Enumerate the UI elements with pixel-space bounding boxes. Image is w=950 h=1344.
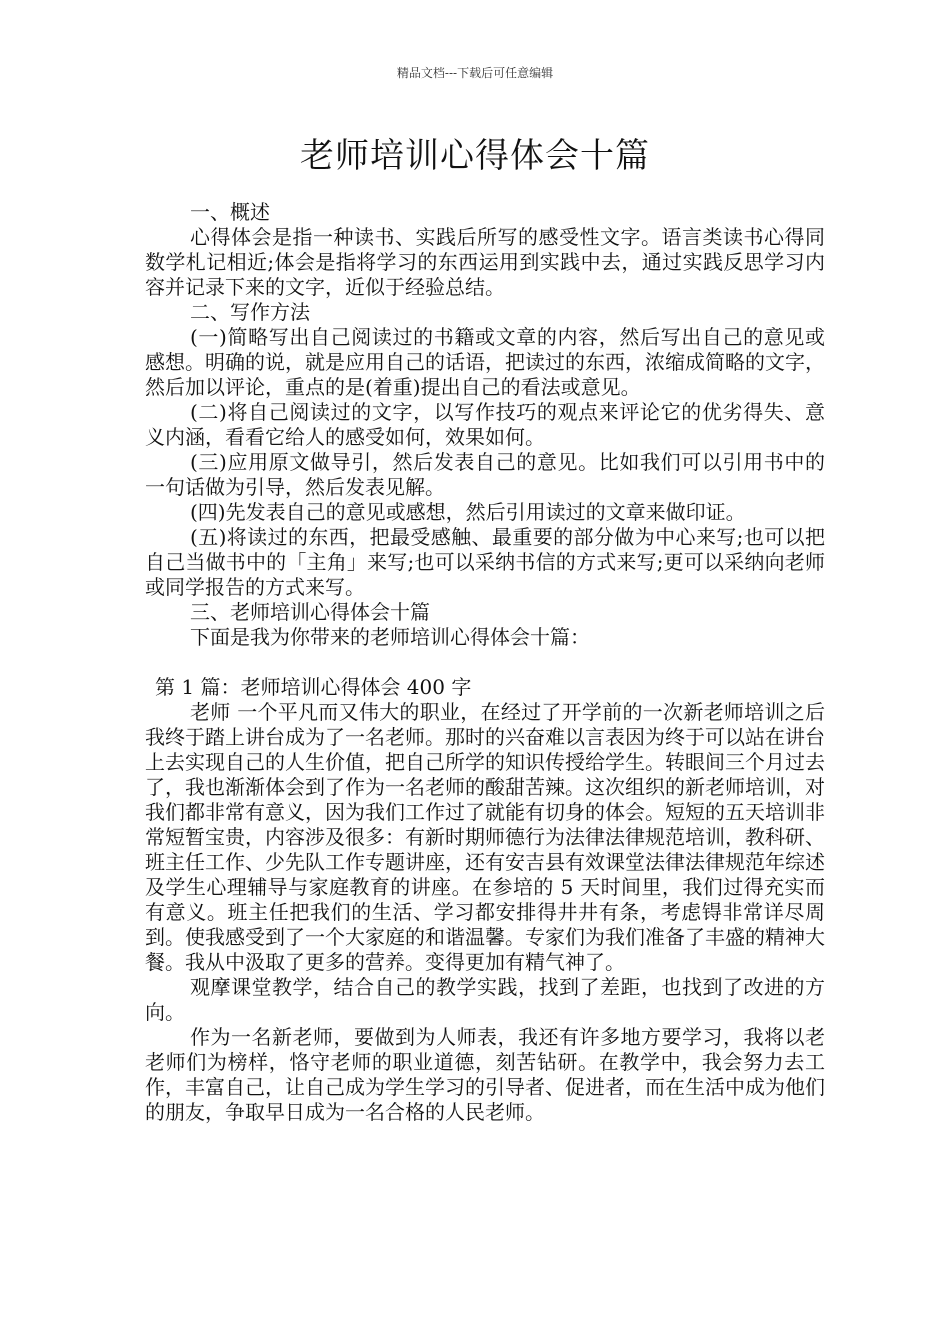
method-item-2: (二)将自己阅读过的文字，以写作技巧的观点来评论它的优劣得失、意义内涵，看看它给人的感受如何，效果如何。	[145, 400, 825, 449]
overview-heading: 一、概述	[190, 200, 270, 224]
article-1-paragraph-3: 作为一名新老师，要做到为人师表，我还有许多地方要学习，我将以老老师们为榜样，恪守老师的职业道德，刻苦钻研。在教学中，我会努力去工作，丰富自己，让自己成为学生学习的引导者、促进者，而在生活中成为他们的朋友，争取早日成为一名合格的人民老师。	[145, 1025, 825, 1124]
article-1-paragraph-1: 老师 一个平凡而又伟大的职业，在经过了开学前的一次新老师培训之后我终于踏上讲台成为了一名老师。那时的兴奋难以言表因为终于可以站在讲台上去实现自己的人生价值，把自己所学的知识传授给学生。转眼间三个月过去了，我也渐渐体会到了作为一名老师的酸甜苦辣。这次组织的新老师培训，对我们都非常有意义，因为我们工作过了就能有切身的体会。短短的五天培训非常短暂宝贵，内容涉及很多：有新时期师德行为法律法律规范培训，教科研、班主任工作、少先队工作专题讲座，还有安吉县有效课堂法律法律规范年综述及学生心理辅导与家庭教育的讲座。在参培的 5 天时间里，我们过得充实而有意义。班主任把我们的生活、学习都安排得井井有条，考虑锝非常详尽周到。使我感受到了一个大家庭的和谐温馨。专家们为我们准备了丰盛的精神大餐。我从中汲取了更多的营养。变得更加有精气神了。	[145, 700, 825, 974]
ten-articles-heading: 三、老师培训心得体会十篇	[190, 600, 430, 624]
article-1-paragraph-2: 观摩课堂教学，结合自己的教学实践，找到了差距，也找到了改进的方向。	[145, 975, 825, 1024]
method-item-5: (五)将读过的东西，把最受感触、最重要的部分做为中心来写;也可以把自己当做书中的「主角」来写;也可以采纳书信的方式来写;更可以采纳向老师或同学报告的方式来写。	[145, 525, 825, 599]
article-1-title: 第 1 篇：老师培训心得体会 400 字	[155, 675, 472, 699]
intro-text: 下面是我为你带来的老师培训心得体会十篇：	[190, 625, 590, 649]
method-item-3: (三)应用原文做导引，然后发表自己的意见。比如我们可以引用书中的一句话做为引导，然后发表见解。	[145, 450, 825, 499]
overview-text: 心得体会是指一种读书、实践后所写的感受性文字。语言类读书心得同数学札记相近;体会是指将学习的东西运用到实践中去，通过实践反思学习内容并记录下来的文字，近似于经验总结。	[145, 225, 825, 299]
blank-line	[145, 650, 825, 675]
method-item-4: (四)先发表自己的意见或感想，然后引用读过的文章来做印证。	[190, 500, 746, 524]
method-heading: 二、写作方法	[190, 300, 310, 324]
page-title: 老师培训心得体会十篇	[300, 136, 650, 176]
document-body	[145, 200, 825, 1125]
header-note: 精品文档---下载后可任意编辑	[396, 66, 554, 80]
method-item-1: (一)简略写出自己阅读过的书籍或文章的内容，然后写出自己的意见或感想。明确的说，就是应用自己的话语，把读过的东西，浓缩成简略的文字，然后加以评论，重点的是(着重)提出自己的看法或意见。	[145, 325, 825, 399]
